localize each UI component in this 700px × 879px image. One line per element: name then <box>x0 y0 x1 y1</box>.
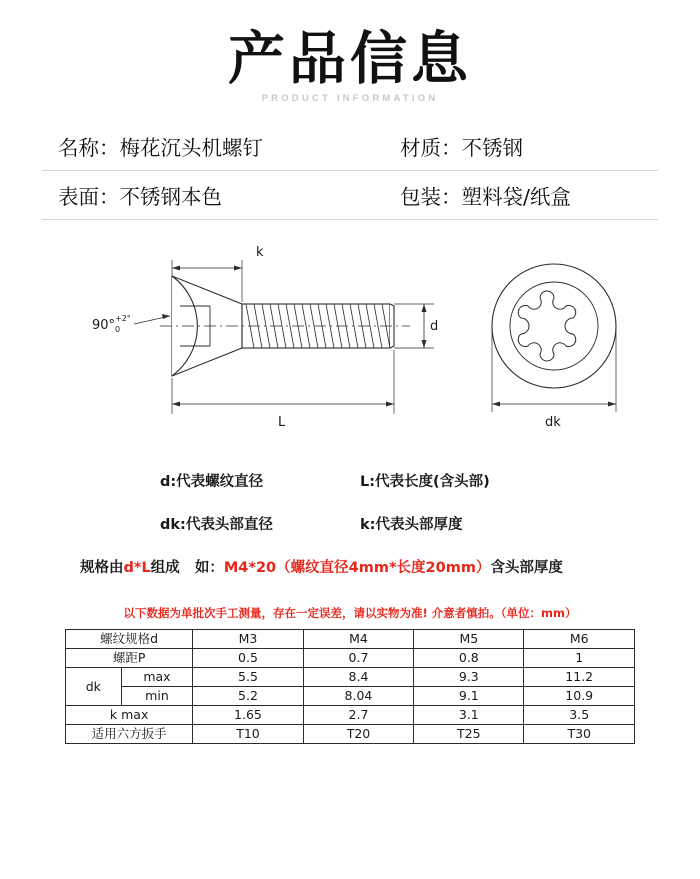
dim-label-L: L <box>278 414 286 430</box>
row-label-pitch: 螺距P <box>66 648 193 667</box>
screw-drawing-svg <box>42 236 658 456</box>
cell: 8.04 <box>303 686 413 705</box>
table-row <box>66 667 635 686</box>
cell: M5 <box>414 629 524 648</box>
cell: 0.7 <box>303 648 413 667</box>
rule-mid1: 组成 <box>150 559 180 576</box>
spec-value: 不锈钢 <box>461 135 523 160</box>
spec-label: 名称： <box>58 135 120 160</box>
spec-table <box>65 629 635 744</box>
rule-red-dl: d*L <box>123 559 151 576</box>
cell: T10 <box>193 724 303 743</box>
row-label-wrench: 适用六方扳手 <box>66 724 193 743</box>
page-subtitle: PRODUCT INFORMATION <box>261 92 439 104</box>
legend-L: L:代表长度(含头部) <box>360 473 490 490</box>
spec-value: 塑料袋/纸盒 <box>461 184 571 209</box>
table-row <box>66 629 635 648</box>
legend-d: d:代表螺纹直径 <box>160 473 264 490</box>
rule-suffix: 含头部厚度 <box>490 559 563 576</box>
rule-red-example: M4*20 <box>223 559 277 576</box>
spec-material-cell <box>378 131 523 161</box>
rule-prefix: 规格由 <box>80 559 124 576</box>
table-row <box>66 705 635 724</box>
cell: 9.1 <box>414 686 524 705</box>
cell: T25 <box>414 724 524 743</box>
dim-label-k: k <box>256 244 264 260</box>
dim-label-d: d <box>430 318 439 334</box>
legend-row <box>160 513 658 534</box>
spec-list <box>42 122 658 220</box>
cell: 2.7 <box>303 705 413 724</box>
cell: 3.1 <box>414 705 524 724</box>
page-title-block <box>0 0 700 104</box>
row-label-dk: dk <box>66 667 122 705</box>
cell: M6 <box>524 629 635 648</box>
page-title: 产品信息 <box>228 26 472 92</box>
technical-drawing-panel <box>42 236 658 836</box>
cell: 1 <box>524 648 635 667</box>
spec-packaging-cell <box>378 180 571 210</box>
cell: M4 <box>303 629 413 648</box>
cell: 9.3 <box>414 667 524 686</box>
cell: 5.2 <box>193 686 303 705</box>
row-sublabel-min: min <box>121 686 193 705</box>
cell: 8.4 <box>303 667 413 686</box>
table-row <box>66 686 635 705</box>
cell: 0.8 <box>414 648 524 667</box>
cell: T30 <box>524 724 635 743</box>
angle-label: 90° <box>92 317 116 333</box>
spec-surface-cell <box>42 180 378 210</box>
spec-row <box>42 122 658 170</box>
cell: 0.5 <box>193 648 303 667</box>
spec-value: 不锈钢本色 <box>119 184 222 209</box>
cell: 3.5 <box>524 705 635 724</box>
dim-label-dk: dk <box>545 414 561 430</box>
spec-value: 梅花沉头机螺钉 <box>119 135 263 160</box>
screw-drawing <box>42 236 658 456</box>
cell: 11.2 <box>524 667 635 686</box>
legend-row <box>160 470 658 491</box>
cell: M3 <box>193 629 303 648</box>
spec-row <box>42 170 658 220</box>
spec-label: 包装： <box>400 184 462 209</box>
row-label-thread-spec: 螺纹规格d <box>66 629 193 648</box>
rule-red-explain: （螺纹直径4mm*长度20mm） <box>276 559 491 576</box>
cell: T20 <box>303 724 413 743</box>
cell: 1.65 <box>193 705 303 724</box>
table-row <box>66 648 635 667</box>
legend-dk: dk:代表头部直径 <box>160 516 273 533</box>
spec-label: 表面： <box>58 184 120 209</box>
cell: 5.5 <box>193 667 303 686</box>
legend-k: k:代表头部厚度 <box>360 516 463 533</box>
table-row <box>66 724 635 743</box>
row-sublabel-max: max <box>121 667 193 686</box>
rule-mid2: 如： <box>194 559 224 576</box>
spec-label: 材质： <box>400 135 462 160</box>
angle-tolerance-upper: +2° <box>115 313 131 323</box>
spec-name-cell <box>42 131 378 161</box>
spec-rule-line <box>42 556 658 577</box>
measurement-note: 以下数据为单批次手工测量，存在一定误差，请以实物为准! 介意者慎拍。（单位：mm） <box>123 605 577 620</box>
cell: 10.9 <box>524 686 635 705</box>
row-label-k-max: k max <box>66 705 193 724</box>
angle-tolerance-lower: 0 <box>115 324 121 334</box>
legend-block <box>42 470 658 534</box>
